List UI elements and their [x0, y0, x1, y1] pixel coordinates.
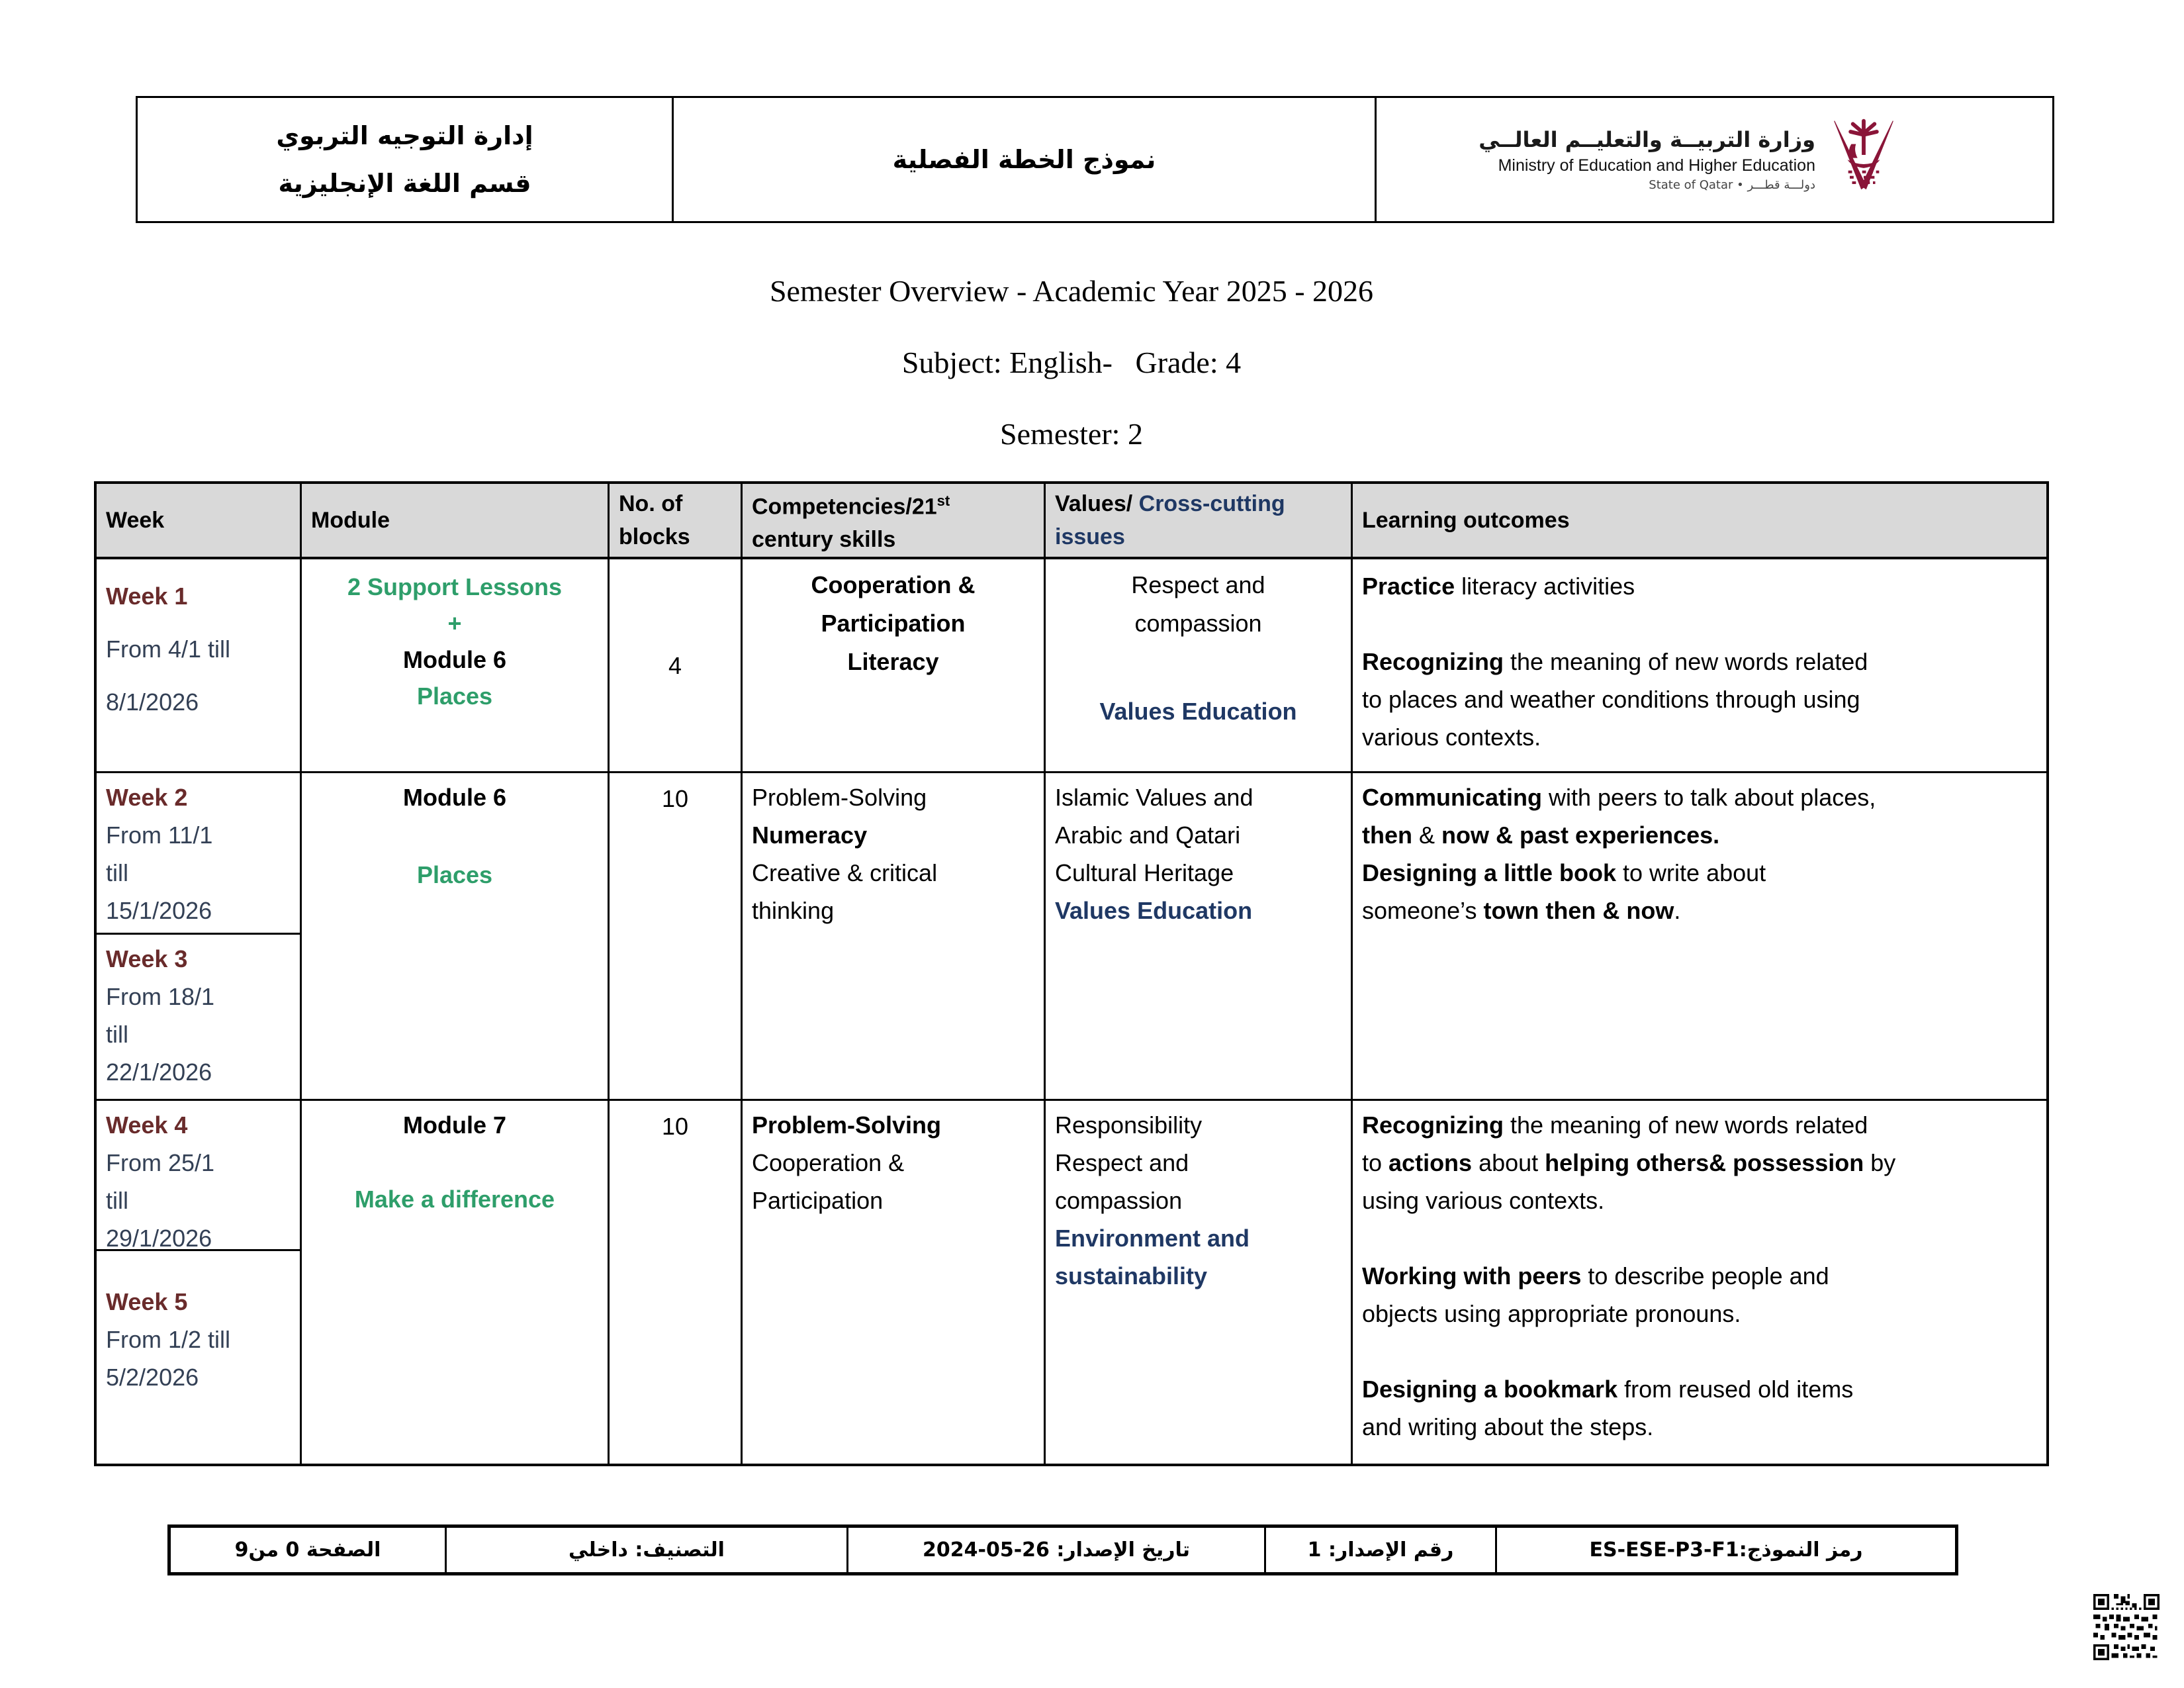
outcomes-cell-row3: Recognizing the meaning of new words related to actions about helping others& possession by using various contexts. Working with peers to describe people and objects using appropriate pronouns. Designing a bookmark from reused old items and writing about the steps. [1353, 1101, 2046, 1464]
qr-code [2093, 1594, 2160, 1660]
form-title-cell [674, 98, 1377, 221]
module-cell-row3: Module 7 Make a difference [302, 1101, 610, 1464]
footer-issue-date: تاريخ الإصدار: 26-05-2024 [848, 1528, 1266, 1572]
week4-cell: Week 4 From 25/1 till 29/1/2026 [97, 1101, 302, 1251]
competencies-cell-row3: Problem-Solving Cooperation & Participation [743, 1101, 1046, 1464]
week3-cell: Week 3 From 18/1 till 22/1/2026 [97, 935, 302, 1101]
values-cell-row3: Responsibility Respect and compassion Environment and sustainability [1046, 1101, 1353, 1464]
values-cell-row2: Islamic Values and Arabic and Qatari Cultural Heritage Values Education [1046, 773, 1353, 1101]
page-title: Semester Overview - Academic Year 2025 - 2026 [769, 274, 1374, 308]
state-of-qatar-label: State of Qatar • دولـــة قطـــر [1649, 178, 1815, 192]
ministry-name-arabic: وزارة التربيــة والتعليــم العالــي [1479, 127, 1815, 152]
footer-issue-number: رقم الإصدار: 1 [1266, 1528, 1497, 1572]
footer-classification: التصنيف: داخلي [447, 1528, 848, 1572]
qatar-ministry-emblem-icon [1825, 118, 1903, 201]
document-header [136, 96, 2054, 223]
outcomes-cell-row2: Communicating with peers to talk about places, then & now & past experiences. Designing a little book to write about someone’s town then & now. [1353, 773, 2046, 1101]
col-header-values: Values/ Cross-cutting issues [1046, 484, 1353, 559]
col-header-competencies: Competencies/21st century skills [743, 484, 1046, 559]
ministry-logo-cell [1377, 98, 2052, 221]
values-cell-row1: Respect and compassion Values Education [1046, 559, 1353, 773]
department-cell [138, 98, 674, 221]
week2-label: Week 2 [106, 784, 188, 811]
blocks-cell-row2: 10 [610, 773, 743, 1101]
col-header-module: Module [302, 484, 610, 559]
competencies-cell-row1: Cooperation & Participation Literacy [743, 559, 1046, 773]
footer-page-number: الصفحة 0 من9 [171, 1528, 447, 1572]
outcomes-cell-row1: Practice literacy activities Recognizing the meaning of new words related to places and weather conditions through using various contexts. [1353, 559, 2046, 773]
col-header-week: Week [97, 484, 302, 559]
week1-cell: Week 1 From 4/1 till 8/1/2026 [97, 559, 302, 773]
blocks-cell-row3: 10 [610, 1101, 743, 1464]
department-line1: إدارة التوجيه التربوي [276, 121, 533, 150]
module-cell-row1: 2 Support Lessons + Module 6 Places [302, 559, 610, 773]
semester-line: Semester: 2 [1000, 417, 1143, 451]
col-header-blocks: No. of blocks [610, 484, 743, 559]
week3-label: Week 3 [106, 945, 188, 972]
semester-plan-table [94, 481, 2049, 1466]
module-cell-row2: Module 6 Places [302, 773, 610, 1101]
ministry-text [1479, 125, 1815, 194]
department-line2: قسم اللغة الإنجليزية [278, 169, 531, 198]
competencies-cell-row2: Problem-Solving Numeracy Creative & critical thinking [743, 773, 1046, 1101]
week2-cell: Week 2 From 11/1 till 15/1/2026 [97, 773, 302, 935]
document-footer [167, 1524, 1958, 1575]
blocks-cell-row1: 4 [610, 559, 743, 773]
ministry-name-english: Ministry of Education and Higher Education [1498, 156, 1815, 175]
week5-cell: Week 5 From 1/2 till 5/2/2026 [97, 1251, 302, 1464]
footer-form-code: رمز النموذج:ES-ESE-P3-F1 [1589, 1538, 1863, 1562]
week5-label: Week 5 [106, 1288, 188, 1315]
week1-label: Week 1 [106, 583, 188, 610]
form-title: نموذج الخطة الفصلية [892, 145, 1156, 174]
week4-label: Week 4 [106, 1111, 188, 1139]
subject-grade-line: Subject: English- Grade: 4 [901, 346, 1242, 379]
col-header-outcomes: Learning outcomes [1353, 484, 2046, 559]
